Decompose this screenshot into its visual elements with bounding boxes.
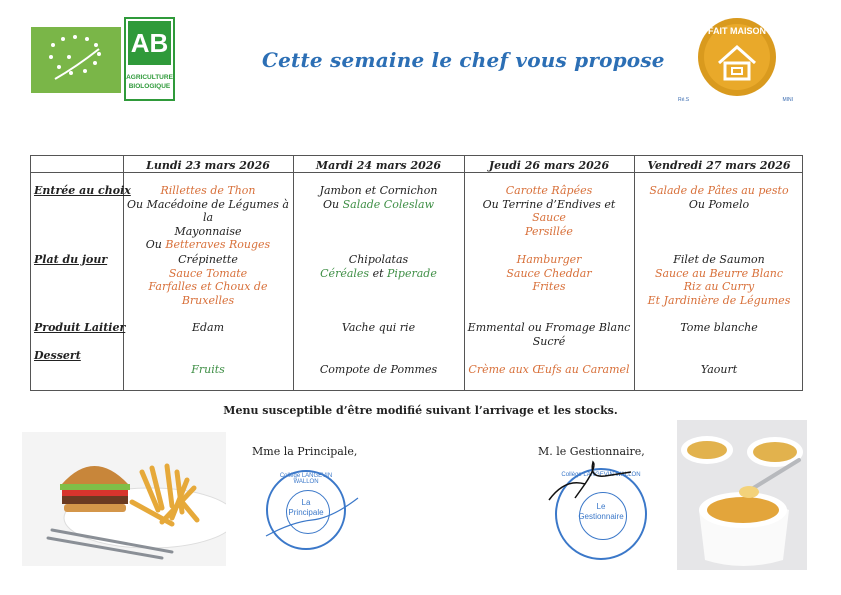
plat-lundi bbox=[123, 253, 293, 307]
stamp-center-line1: Le bbox=[596, 502, 606, 511]
dessert-jeudi: Crème aux Œufs au Caramel bbox=[468, 363, 630, 376]
gestionnaire-signature-icon bbox=[545, 458, 635, 506]
dessert-vendredi: Yaourt bbox=[700, 363, 738, 376]
entree-jeudi bbox=[464, 184, 634, 238]
dish-line bbox=[123, 238, 293, 252]
ab-caption-line2: BIOLOGIQUE bbox=[128, 83, 171, 90]
dish-item: Céréales bbox=[320, 266, 370, 280]
signature-scribble-icon bbox=[262, 492, 362, 542]
menu-notice: Menu susceptible d’être modifié suivant l’arrivage et les stocks. bbox=[223, 404, 618, 417]
dish-item: Riz au Curry bbox=[683, 280, 755, 293]
dish-item: Persillée bbox=[525, 224, 573, 238]
dish-item: Sauce Tomate bbox=[168, 266, 248, 280]
dish-connector: Ou bbox=[145, 238, 166, 251]
laitier-jeudi bbox=[464, 321, 634, 348]
day-header-jeudi: Jeudi 26 mars 2026 bbox=[488, 159, 610, 172]
entree-lundi bbox=[123, 184, 293, 252]
dish-connector: Ou bbox=[322, 197, 343, 211]
dish-item: Chipolatas bbox=[348, 253, 409, 266]
dish-item: Salade de bbox=[649, 184, 708, 197]
entree-mardi bbox=[293, 184, 464, 211]
row-label-laitier: Produit Laitier bbox=[34, 321, 126, 334]
dish-item: Sauce bbox=[532, 211, 566, 224]
plat-vendredi bbox=[634, 253, 804, 307]
principale-stamp bbox=[266, 470, 346, 550]
dish-item: Sucré bbox=[532, 334, 566, 348]
dish-item: Jambon et Cornichon bbox=[319, 184, 438, 197]
dish-item: Et Jardinière de Légumes bbox=[647, 293, 791, 307]
stamp-center-line1: La bbox=[301, 498, 311, 507]
day-header-vendredi: Vendredi 27 mars 2026 bbox=[647, 159, 791, 172]
dessert-mardi: Compote de Pommes bbox=[319, 363, 438, 376]
dish-item: Emmental ou Fromage Blanc bbox=[467, 321, 631, 334]
dish-item: Pâtes au pesto bbox=[707, 184, 789, 197]
laitier-mardi: Vache qui rie bbox=[341, 321, 416, 334]
entree-vendredi bbox=[634, 184, 804, 211]
dessert-lundi: Fruits bbox=[191, 363, 225, 376]
stamp-center-line2: Gestionnaire bbox=[578, 512, 624, 521]
dish-item: Sauce au Beurre Blanc bbox=[654, 266, 784, 280]
dish-item: Piperade bbox=[387, 266, 437, 280]
menu-table bbox=[30, 155, 803, 391]
dish-line bbox=[293, 267, 464, 281]
dish-connector: et bbox=[369, 266, 388, 280]
fait-maison-footer bbox=[678, 97, 793, 105]
dish-item: Ou Pomelo bbox=[688, 197, 750, 211]
burger-fries-photo bbox=[22, 432, 226, 566]
dish-item: Carotte Râpées bbox=[505, 184, 593, 197]
day-header-mardi: Mardi 24 mars 2026 bbox=[315, 159, 442, 172]
stamp-ring-text: Collège LANGEVIN WALLON bbox=[561, 472, 641, 478]
dish-item: Ou Macédoine de Légumes à la bbox=[127, 197, 289, 224]
fait-maison-logo bbox=[697, 17, 777, 97]
row-label-dessert: Dessert bbox=[34, 349, 81, 362]
row-label-entree: Entrée au choix bbox=[34, 184, 131, 197]
gestionnaire-label: M. le Gestionnaire, bbox=[538, 445, 645, 458]
plat-jeudi bbox=[464, 253, 634, 294]
dish-item: Hamburger bbox=[516, 253, 582, 266]
stamp-center-line2: Principale bbox=[288, 508, 324, 517]
ab-letters: AB bbox=[128, 21, 171, 65]
principale-label: Mme la Principale, bbox=[252, 445, 358, 458]
dish-line bbox=[464, 198, 634, 225]
row-label-plat: Plat du jour bbox=[34, 253, 108, 266]
fait-maison-footer-left: Ré.S bbox=[678, 97, 690, 103]
dish-item: Farfalles et Choux de Bruxelles bbox=[148, 280, 268, 307]
eu-leaf-stars-icon bbox=[31, 27, 121, 93]
dish-item: Frites bbox=[532, 280, 566, 293]
ab-agriculture-biologique-logo bbox=[124, 17, 175, 101]
fait-maison-footer-right: MINI bbox=[782, 97, 793, 103]
dish-item: Salade Coleslaw bbox=[342, 197, 435, 211]
dish-line bbox=[634, 184, 804, 198]
dish-connector: Ou Terrine d’Endives et bbox=[482, 197, 616, 211]
ab-caption-line1: AGRICULTURE bbox=[126, 74, 173, 81]
dish-item: Filet de Saumon bbox=[673, 253, 765, 266]
header-divider bbox=[31, 172, 802, 173]
creme-caramel-photo bbox=[677, 420, 807, 570]
dish-item: Crépinette bbox=[178, 253, 238, 266]
stamp-ring-text: Collège LANGEVIN WALLON bbox=[279, 473, 333, 485]
page-title: Cette semaine le chef vous propose bbox=[262, 48, 665, 72]
dish-item: Mayonnaise bbox=[174, 224, 242, 238]
fait-maison-text: FAIT MAISON bbox=[708, 26, 766, 36]
laitier-lundi: Edam bbox=[191, 321, 225, 334]
creme-ramekin-icon bbox=[677, 420, 807, 570]
burger-plate-icon bbox=[22, 432, 226, 566]
dish-item: Sauce Cheddar bbox=[506, 266, 592, 280]
day-header-lundi: Lundi 23 mars 2026 bbox=[146, 159, 270, 172]
dish-item: Rillettes de Thon bbox=[160, 184, 256, 197]
laitier-vendredi: Tome blanche bbox=[680, 321, 758, 334]
eu-organic-leaf-logo bbox=[31, 27, 121, 93]
dish-item: Betteraves Rouges bbox=[165, 238, 271, 251]
dish-line bbox=[293, 198, 464, 212]
plat-mardi bbox=[293, 253, 464, 280]
